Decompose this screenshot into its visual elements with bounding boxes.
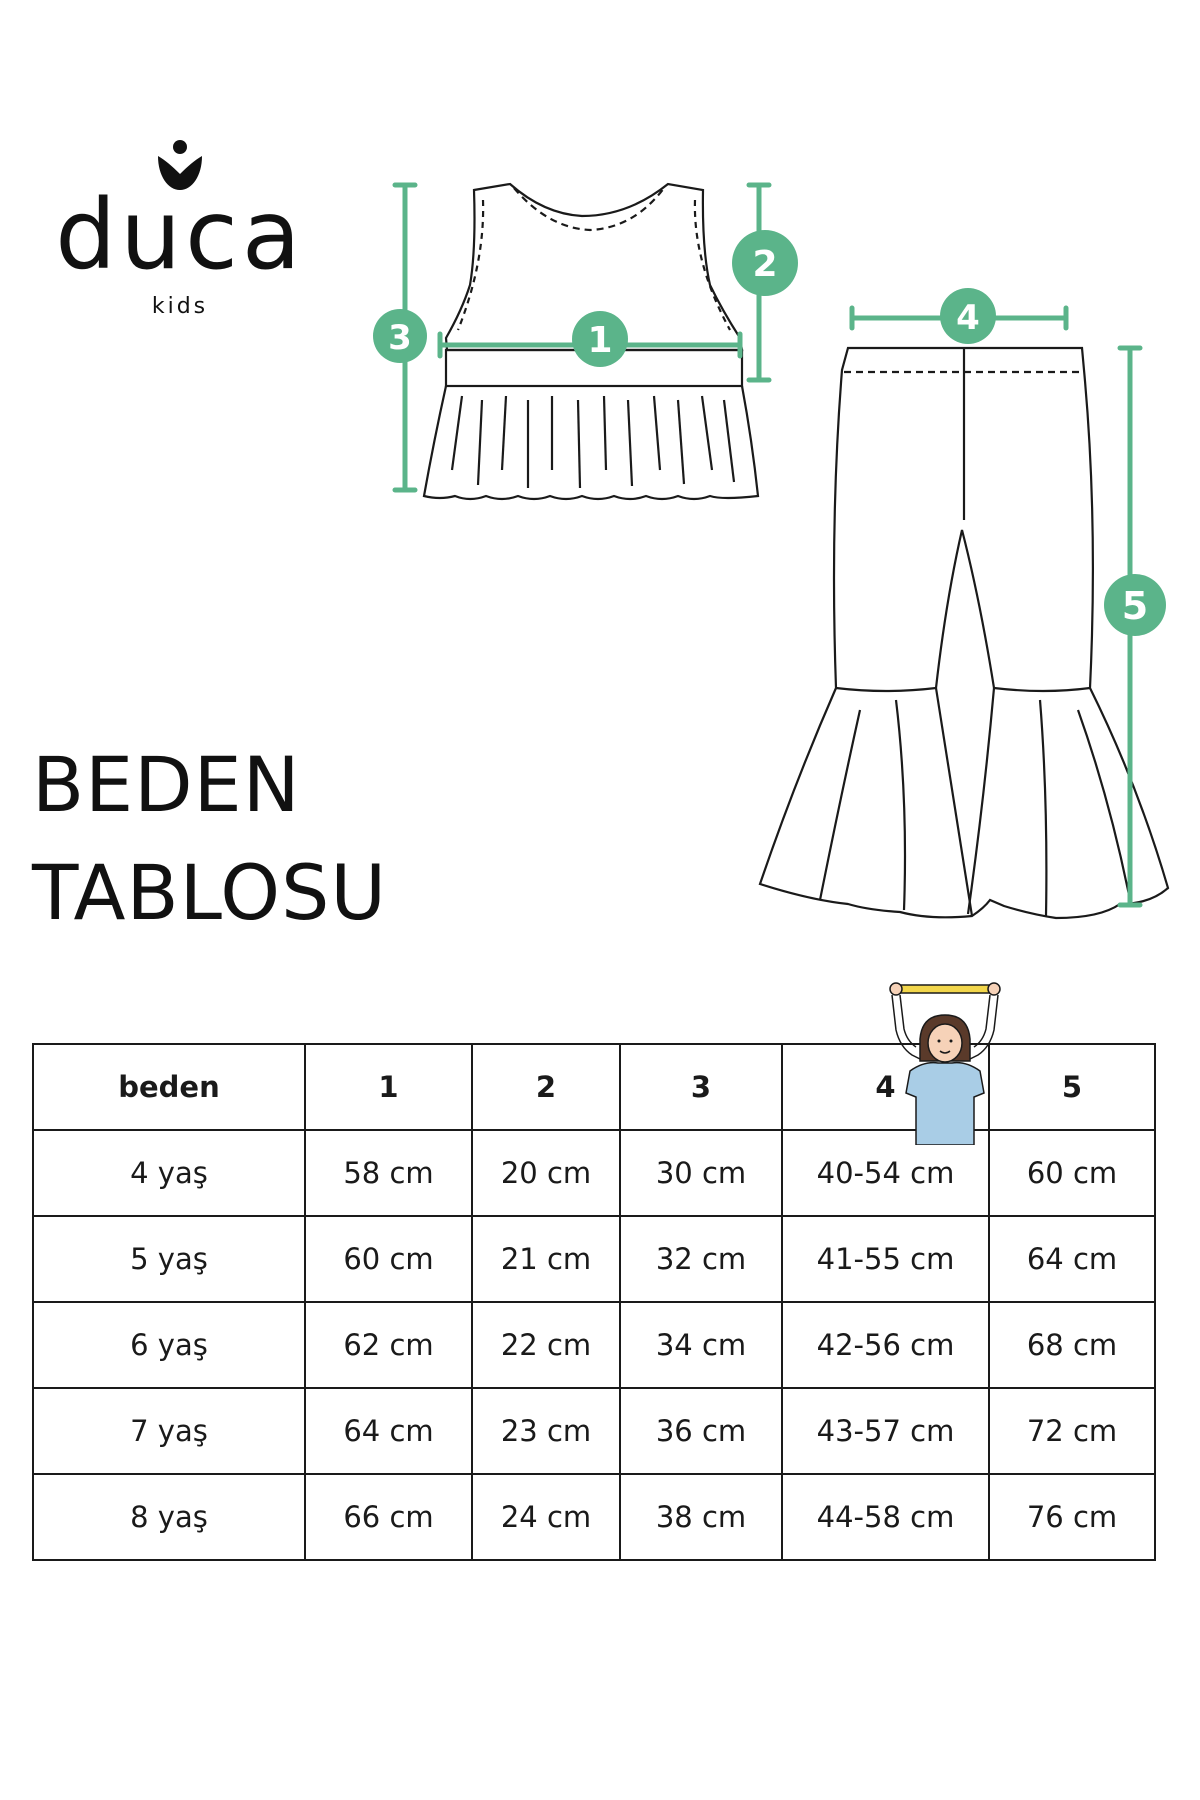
table-cell: 23 cm: [472, 1388, 620, 1474]
table-cell: 24 cm: [472, 1474, 620, 1560]
table-cell: 5 yaş: [33, 1216, 305, 1302]
brand-name: duca: [55, 179, 305, 291]
header-measure-2: 2: [472, 1044, 620, 1130]
table-cell: 6 yaş: [33, 1302, 305, 1388]
child-with-measuring-tape-illustration: [880, 975, 1010, 1145]
measurement-marker-2: [732, 230, 798, 296]
child-figure-icon: [890, 983, 1000, 1145]
table-cell: 62 cm: [305, 1302, 472, 1388]
measurement-marker-5: [1104, 574, 1166, 636]
table-cell: 64 cm: [305, 1388, 472, 1474]
table-row: [33, 1216, 1155, 1302]
brand-tagline: kids: [151, 294, 209, 319]
table-cell: 30 cm: [620, 1130, 782, 1216]
marker-label-2: 2: [752, 244, 778, 285]
measurement-marker-3: [373, 309, 427, 363]
table-cell: 36 cm: [620, 1388, 782, 1474]
header-measure-3: 3: [620, 1044, 782, 1130]
table-cell: 72 cm: [989, 1388, 1155, 1474]
table-cell: 64 cm: [989, 1216, 1155, 1302]
table-cell: 38 cm: [620, 1474, 782, 1560]
marker-label-3: 3: [388, 318, 412, 358]
table-cell: 7 yaş: [33, 1388, 305, 1474]
table-cell: 44-58 cm: [782, 1474, 989, 1560]
table-cell: 76 cm: [989, 1474, 1155, 1560]
table-row: [33, 1388, 1155, 1474]
header-size: beden: [33, 1044, 305, 1130]
table-cell: 43-57 cm: [782, 1388, 989, 1474]
table-cell: 68 cm: [989, 1302, 1155, 1388]
measurement-marker-4: [940, 288, 996, 344]
table-cell: 8 yaş: [33, 1474, 305, 1560]
table-cell: 60 cm: [989, 1130, 1155, 1216]
table-cell: 42-56 cm: [782, 1302, 989, 1388]
table-cell: 60 cm: [305, 1216, 472, 1302]
measurement-marker-1: [572, 311, 628, 367]
table-cell: 20 cm: [472, 1130, 620, 1216]
page-title-line-1: BEDEN: [32, 740, 301, 829]
table-row: [33, 1302, 1155, 1388]
measuring-tape-icon: [894, 985, 996, 993]
table-cell: 40-54 cm: [782, 1130, 989, 1216]
marker-label-4: 4: [956, 298, 980, 338]
table-cell: 58 cm: [305, 1130, 472, 1216]
table-cell: 22 cm: [472, 1302, 620, 1388]
table-cell: 34 cm: [620, 1302, 782, 1388]
header-measure-4: 4: [782, 1044, 989, 1130]
marker-label-5: 5: [1121, 584, 1149, 628]
marker-label-1: 1: [587, 320, 613, 361]
table-cell: 32 cm: [620, 1216, 782, 1302]
page-title-line-2: TABLOSU: [32, 848, 387, 937]
table-cell: 4 yaş: [33, 1130, 305, 1216]
table-cell: 66 cm: [305, 1474, 472, 1560]
pants-illustration: [760, 348, 1168, 918]
table-cell: 41-55 cm: [782, 1216, 989, 1302]
header-measure-1: 1: [305, 1044, 472, 1130]
header-measure-5: 5: [989, 1044, 1155, 1130]
table-row: [33, 1474, 1155, 1560]
table-cell: 21 cm: [472, 1216, 620, 1302]
